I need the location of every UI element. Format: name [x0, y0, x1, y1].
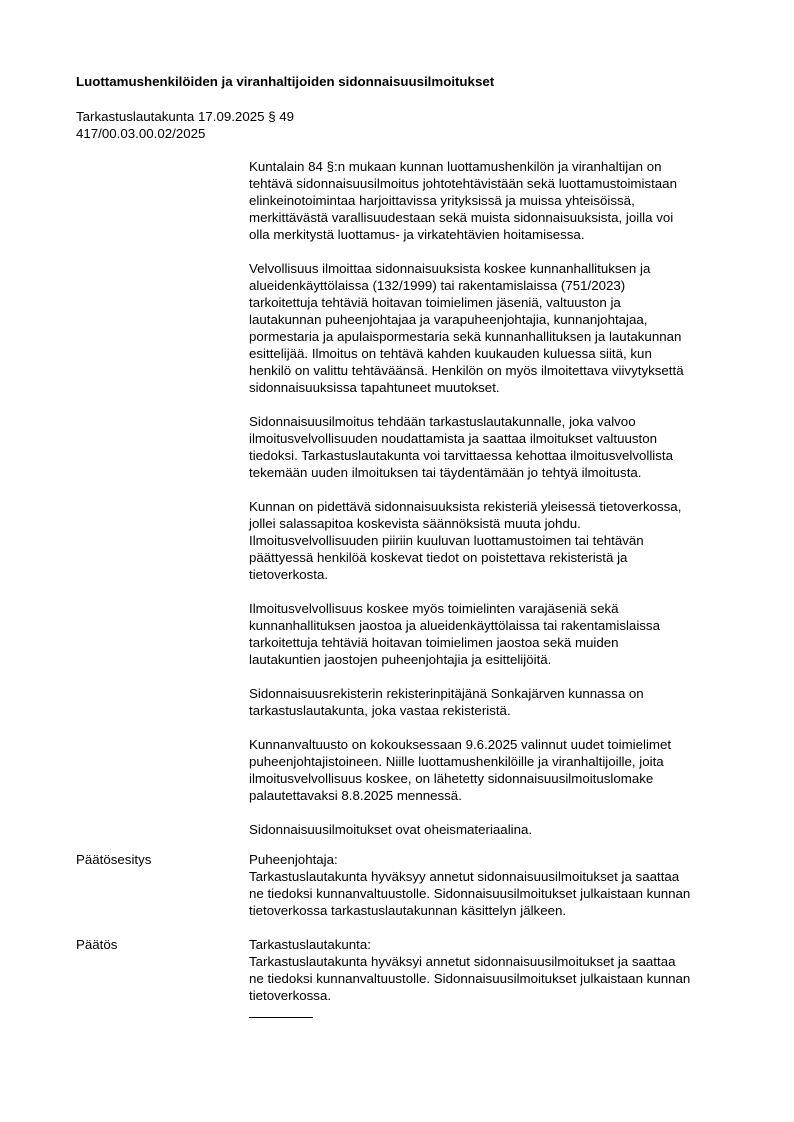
paragraph-line: Kunnanvaltuusto on kokouksessaan 9.6.2025 valinnut uudet toimielimet	[249, 737, 672, 752]
paragraph-line: puheenjohtajistoineen. Niille luottamushenkilöille ja viranhaltijoille, joita	[249, 754, 664, 769]
proposal-content	[249, 851, 744, 919]
body-paragraph	[249, 260, 739, 396]
paragraph-line: elinkeinotoimintaa harjoittavissa yrityksissä ja muissa yhteisöissä,	[249, 193, 635, 208]
paragraph-line: tekemään uuden ilmoituksen tai täydentämään jo tehtyä ilmoitusta.	[249, 465, 642, 480]
proposal-line: tietoverkossa tarkastuslautakunnan käsittelyn jälkeen.	[249, 903, 567, 918]
document-body	[249, 158, 739, 855]
proposal-label: Päätösesitys	[76, 852, 152, 867]
proposal-line: Puheenjohtaja:	[249, 852, 338, 867]
paragraph-line: esittelijää. Ilmoitus on tehtävä kahden kuukauden kuluessa siitä, kun	[249, 346, 652, 361]
paragraph-line: tiedoksi. Tarkastuslautakunta voi tarvittaessa kehottaa ilmoitusvelvollista	[249, 448, 673, 463]
decision-line: Tarkastuslautakunta hyväksyi annetut sidonnaisuusilmoitukset ja saattaa	[249, 954, 676, 969]
paragraph-line: palautettavaksi 8.8.2025 mennessä.	[249, 788, 462, 803]
paragraph-line: olla merkitystä luottamus- ja virkatehtävien hoitamisessa.	[249, 227, 585, 242]
paragraph-line: tarkoitettuja tehtäviä hoitavan toimielimen jaostoa sekä muiden	[249, 635, 619, 650]
body-paragraph	[249, 685, 739, 719]
paragraph-line: tehtävä sidonnaisuusilmoitus johtotehtävistään sekä luottamustoimistaan	[249, 176, 677, 191]
decision-label: Päätös	[76, 937, 118, 952]
paragraph-line: Sidonnaisuusrekisterin rekisterinpitäjänä Sonkajärven kunnassa on	[249, 686, 644, 701]
paragraph-line: henkilö on valittu tehtäväänsä. Henkilön on myös ilmoitettava viivytyksettä	[249, 363, 684, 378]
decision-content	[249, 936, 744, 1004]
paragraph-line: ilmoitusvelvollisuus koskee, on lähetetty sidonnaisuusilmoituslomake	[249, 771, 654, 786]
paragraph-line: alueidenkäyttölaissa (132/1999) tai rakentamislaissa (751/2023)	[249, 278, 626, 293]
body-paragraph	[249, 600, 739, 668]
paragraph-line: tietoverkosta.	[249, 567, 329, 582]
document-meta	[76, 108, 294, 142]
paragraph-line: Ilmoitusvelvollisuuden piiriin kuuluvan luottamustoimen tai tehtävän	[249, 533, 644, 548]
body-paragraph	[249, 821, 739, 838]
proposal-line: Tarkastuslautakunta hyväksyy annetut sidonnaisuusilmoitukset ja saattaa	[249, 869, 680, 884]
paragraph-line: jollei salassapitoa koskevista säännöksistä muuta johdu.	[249, 516, 581, 531]
paragraph-line: kunnanhallituksen jaostoa ja alueidenkäyttölaissa tai rakentamislaissa	[249, 618, 660, 633]
document-title: Luottamushenkilöiden ja viranhaltijoiden sidonnaisuusilmoitukset	[76, 74, 495, 89]
paragraph-line: tarkoitettuja tehtäviä hoitavan toimielimen jäseniä, valtuuston ja	[249, 295, 621, 310]
paragraph-line: Kuntalain 84 §:n mukaan kunnan luottamushenkilön ja viranhaltijan on	[249, 159, 662, 174]
paragraph-line: ilmoitusvelvollisuuden noudattamista ja saattaa ilmoitukset valtuuston	[249, 431, 657, 446]
end-rule	[249, 1017, 313, 1018]
decision-line: ne tiedoksi kunnanvaltuustolle. Sidonnaisuusilmoitukset julkaistaan kunnan	[249, 971, 691, 986]
paragraph-line: lautakuntien jaostojen puheenjohtajia ja esittelijöitä.	[249, 652, 552, 667]
paragraph-line: merkittävästä varallisuudestaan sekä muista sidonnaisuuksista, joilla voi	[249, 210, 674, 225]
paragraph-line: lautakunnan puheenjohtajaa ja varapuheenjohtajia, kunnanjohtajaa,	[249, 312, 648, 327]
paragraph-line: Sidonnaisuusilmoitus tehdään tarkastuslautakunnalle, joka valvoo	[249, 414, 636, 429]
paragraph-line: pormestaria ja apulaispormestaria sekä kunnanhallituksen ja lautakunnan	[249, 329, 682, 344]
paragraph-line: päättyessä henkilöä koskevat tiedot on poistettava rekisteristä ja	[249, 550, 628, 565]
record-id: 417/00.03.00.02/2025	[76, 126, 206, 141]
body-paragraph	[249, 498, 739, 583]
paragraph-line: Ilmoitusvelvollisuus koskee myös toimielinten varajäseniä sekä	[249, 601, 619, 616]
paragraph-line: Velvollisuus ilmoittaa sidonnaisuuksista koskee kunnanhallituksen ja	[249, 261, 651, 276]
decision-line: Tarkastuslautakunta:	[249, 937, 371, 952]
paragraph-line: Sidonnaisuusilmoitukset ovat oheismateriaalina.	[249, 822, 533, 837]
meeting-reference: Tarkastuslautakunta 17.09.2025 § 49	[76, 109, 295, 124]
paragraph-line: sidonnaisuuksissa tapahtuneet muutokset.	[249, 380, 500, 395]
proposal-line: ne tiedoksi kunnanvaltuustolle. Sidonnaisuusilmoitukset julkaistaan kunnan	[249, 886, 691, 901]
paragraph-line: tarkastuslautakunta, joka vastaa rekisteristä.	[249, 703, 511, 718]
body-paragraph	[249, 413, 739, 481]
body-paragraph	[249, 158, 739, 243]
body-paragraph	[249, 736, 739, 804]
decision-line: tietoverkossa.	[249, 988, 332, 1003]
paragraph-line: Kunnan on pidettävä sidonnaisuuksista rekisteriä yleisessä tietoverkossa,	[249, 499, 682, 514]
